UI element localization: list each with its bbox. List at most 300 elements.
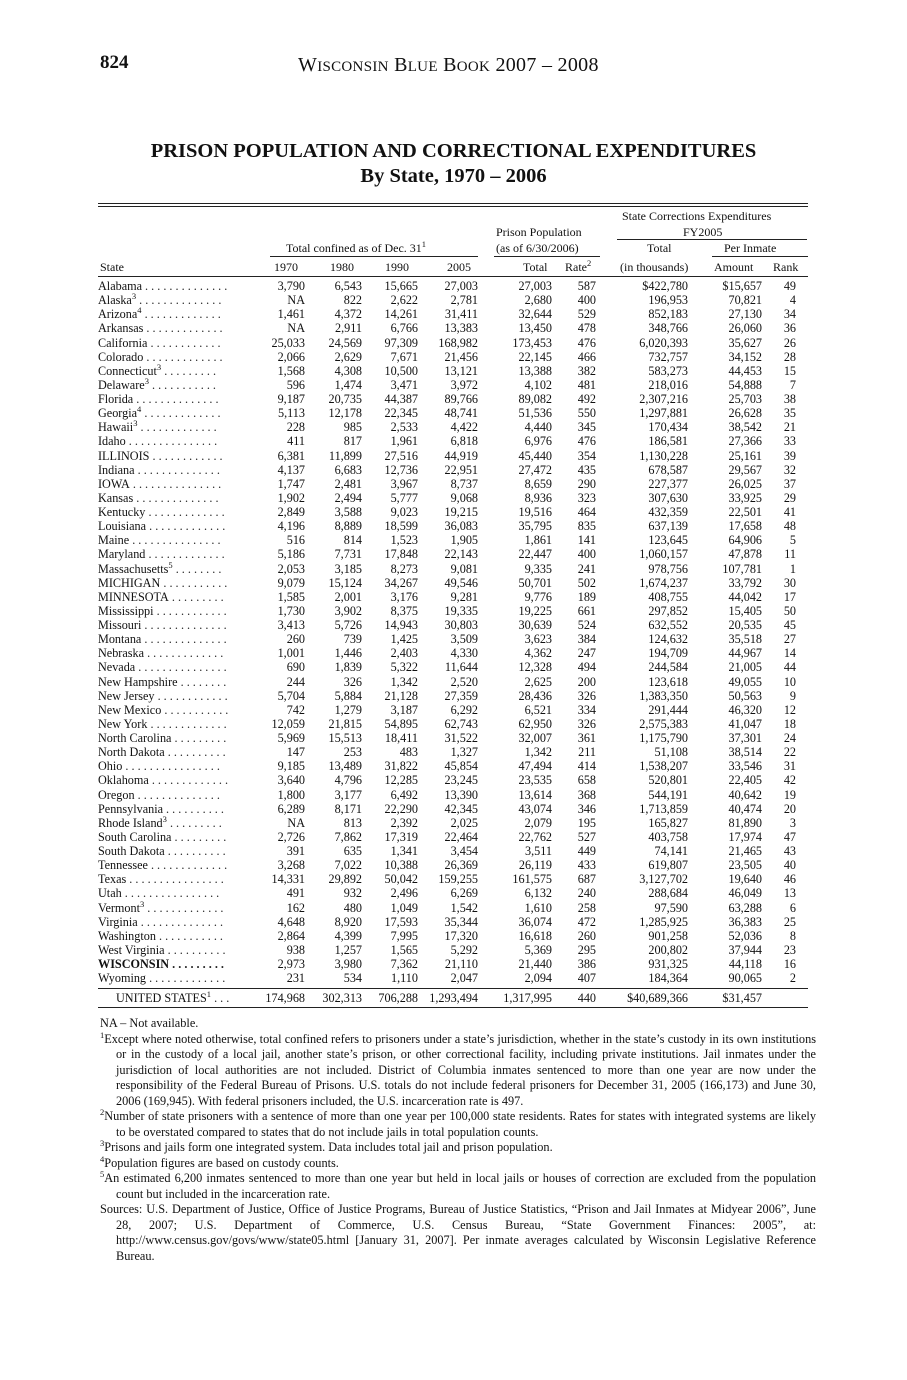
state-name: Florida xyxy=(98,392,134,406)
cell-v1980: 8,171 xyxy=(334,801,362,816)
leader-dots: . . . . . . . . . xyxy=(169,957,224,971)
cell-rank: 44 xyxy=(783,660,796,675)
cell-rank: 8 xyxy=(789,928,796,943)
cell-total: 32,007 xyxy=(518,731,552,745)
cell-rate: 240 xyxy=(577,886,596,901)
cell-rank: 34 xyxy=(783,307,796,322)
leader-dots: . . . . . . . . . . . . . xyxy=(147,716,227,731)
cell-v1990: 2,496 xyxy=(390,886,418,901)
cell-exp: $40,689,366 xyxy=(627,991,688,1005)
state-name: Texas xyxy=(98,872,127,887)
cell-rank: 40 xyxy=(783,858,796,873)
cell-rank: 28 xyxy=(783,349,796,364)
state-name: Montana xyxy=(98,632,142,647)
cell-v1970: 162 xyxy=(286,900,305,915)
cell-total: 2,094 xyxy=(524,971,552,986)
state-footnote-sup: 4 xyxy=(137,406,142,415)
cell-v1990: 34,267 xyxy=(384,575,418,590)
header-rank: Rank xyxy=(773,260,799,274)
leader-dots: . . . . . . . . . . . . . xyxy=(147,858,228,873)
header-in-thousands: (in thousands) xyxy=(620,260,689,274)
cell-exp: 218,016 xyxy=(648,377,688,392)
state-name: Missouri xyxy=(98,618,142,632)
cell-v1980: 1,257 xyxy=(334,942,362,957)
cell-total: 22,447 xyxy=(518,547,552,562)
table-row xyxy=(98,957,808,971)
cell-v1970: 5,969 xyxy=(277,731,305,745)
cell-v1980: 3,177 xyxy=(334,787,362,802)
cell-v1980: 635 xyxy=(343,844,362,858)
cell-rate: 258 xyxy=(577,900,596,915)
cell-total: 45,440 xyxy=(518,448,552,463)
cell-exp: 1,285,925 xyxy=(639,914,688,929)
cell-rate: 326 xyxy=(577,688,596,703)
note-3-sup: 3 xyxy=(100,1138,105,1148)
leader-dots: . . . . . . . . . . . xyxy=(161,702,229,717)
cell-v1970: 1,800 xyxy=(277,787,305,802)
state-name: Kansas xyxy=(98,490,134,505)
cell-total: 3,511 xyxy=(525,844,552,858)
cell-rank: 26 xyxy=(783,335,796,350)
cell-exp: 1,538,207 xyxy=(639,759,688,774)
table-row xyxy=(98,336,808,350)
state-cell xyxy=(98,872,253,886)
cell-rate: 476 xyxy=(577,434,596,449)
cell-exp: $422,780 xyxy=(642,279,688,293)
state-name: Utah xyxy=(98,886,122,901)
cell-v1980: 13,489 xyxy=(328,759,362,774)
state-name: Kentucky xyxy=(98,505,146,519)
cell-v1970: 2,726 xyxy=(277,829,305,844)
cell-exp: 288,684 xyxy=(648,886,688,901)
cell-total: 21,440 xyxy=(518,957,552,971)
cell-amount: 15,405 xyxy=(728,603,762,618)
cell-total: 19,225 xyxy=(518,603,552,618)
cell-exp: 194,709 xyxy=(648,646,688,661)
cell-v1980: 4,372 xyxy=(334,307,362,322)
leader-dots: . . . . . . . . . . . . . xyxy=(143,321,223,336)
cell-v1970: 2,066 xyxy=(277,349,305,364)
cell-exp: 632,552 xyxy=(648,618,688,632)
total-row-rule xyxy=(98,988,808,989)
cell-rate: 476 xyxy=(577,335,596,350)
table-row xyxy=(98,660,808,674)
table-row xyxy=(98,788,808,802)
cell-total: 13,450 xyxy=(518,321,552,336)
cell-v2005: 1,327 xyxy=(450,745,478,760)
state-name: Alabama xyxy=(98,279,142,293)
cell-amount: 33,925 xyxy=(728,490,762,505)
state-cell xyxy=(98,675,253,689)
cell-v1990: 17,848 xyxy=(384,547,418,562)
cell-amount: 27,366 xyxy=(728,434,762,449)
cell-amount: 25,161 xyxy=(728,448,762,463)
state-footnote-sup: 3 xyxy=(131,293,137,302)
cell-v1980: 480 xyxy=(343,900,362,915)
cell-v1970: 1,730 xyxy=(277,603,305,618)
cell-amount: 26,060 xyxy=(728,321,762,336)
cell-v2005: 5,292 xyxy=(450,942,478,957)
cell-total: 23,535 xyxy=(518,773,552,788)
cell-rank: 33 xyxy=(783,434,796,449)
cell-exp: 432,359 xyxy=(648,505,688,519)
cell-v1990: 2,622 xyxy=(390,293,418,308)
state-cell xyxy=(98,901,253,915)
cell-v1990: 17,593 xyxy=(384,914,418,929)
cell-v1990: 2,403 xyxy=(390,646,418,661)
cell-v2005: 1,293,494 xyxy=(429,991,478,1005)
cell-rank: 19 xyxy=(783,787,796,802)
cell-v1970: 596 xyxy=(286,377,305,392)
leader-dots: . . . . . . . . . . . . . . xyxy=(141,632,227,647)
cell-rank: 43 xyxy=(783,844,796,858)
cell-v1970: NA xyxy=(287,815,305,830)
cell-rank: 35 xyxy=(783,406,796,421)
state-cell xyxy=(98,491,253,505)
state-name: Alaska xyxy=(98,293,132,308)
note-5-sup: 5 xyxy=(100,1169,105,1179)
leader-dots: . . . . . . . . xyxy=(177,674,227,689)
table-body xyxy=(98,279,808,985)
cell-rank: 31 xyxy=(783,759,796,774)
header-total-confined xyxy=(286,241,426,255)
state-name: North Carolina xyxy=(98,731,172,745)
cell-exp: 297,852 xyxy=(648,603,688,618)
cell-v1990: 1,341 xyxy=(390,844,418,858)
cell-rate: 211 xyxy=(578,745,596,760)
state-name: Arkansas xyxy=(98,321,144,336)
table-row xyxy=(98,646,808,660)
state-cell xyxy=(98,802,253,816)
cell-v1980: 21,815 xyxy=(328,716,362,731)
state-name: IOWA xyxy=(98,476,130,491)
cell-amount: 21,465 xyxy=(728,844,762,858)
cell-v1990: 18,599 xyxy=(384,519,418,534)
cell-v1990: 54,895 xyxy=(384,716,418,731)
cell-v1990: 7,362 xyxy=(390,957,418,971)
cell-v1990: 1,049 xyxy=(390,900,418,915)
cell-v2005: 22,143 xyxy=(444,547,478,562)
cell-rate: 141 xyxy=(577,533,596,548)
state-name: MICHIGAN xyxy=(98,575,161,590)
state-cell xyxy=(98,745,253,759)
leader-dots: . . . . . . . . . . . . . . . . xyxy=(126,872,224,887)
cell-v1970: 1,747 xyxy=(277,476,305,491)
leader-dots: . . . . . . . . . xyxy=(171,731,227,745)
table-row xyxy=(98,293,808,307)
cell-v1990: 10,500 xyxy=(384,363,418,378)
note-5-text: An estimated 6,200 inmates sentenced to more than one year but held in local jails or houses of correction are excluded from the population count but included in the incarceration rate. xyxy=(104,1171,816,1201)
cell-total: 8,936 xyxy=(524,490,552,505)
header-rate xyxy=(565,260,591,274)
cell-amount: 34,152 xyxy=(728,349,762,364)
state-name: West Virginia xyxy=(98,942,165,957)
cell-total: 2,625 xyxy=(524,674,552,689)
cell-v2005: 1,905 xyxy=(450,533,478,548)
cell-rate: 527 xyxy=(577,829,596,844)
cell-exp: 196,953 xyxy=(648,293,688,308)
header-amount: Amount xyxy=(714,260,754,274)
cell-v2005: 21,456 xyxy=(444,349,478,364)
cell-exp: 170,434 xyxy=(648,420,688,435)
cell-v2005: 26,369 xyxy=(444,858,478,873)
header-1970: 1970 xyxy=(274,260,298,274)
table-row xyxy=(98,717,808,731)
cell-v1990: 7,671 xyxy=(390,349,418,364)
cell-v1970: 9,185 xyxy=(277,759,305,774)
cell-rank: 14 xyxy=(783,646,796,661)
cell-amount: 50,563 xyxy=(728,688,762,703)
cell-rank: 45 xyxy=(783,618,796,632)
table-row xyxy=(98,491,808,505)
cell-v1990: 50,042 xyxy=(384,872,418,887)
running-head xyxy=(298,54,599,77)
cell-v1980: 20,735 xyxy=(328,392,362,406)
cell-rate: 323 xyxy=(577,490,596,505)
cell-total: 27,472 xyxy=(518,462,552,477)
cell-v2005: 30,803 xyxy=(444,618,478,632)
cell-rate: 295 xyxy=(577,942,596,957)
cell-amount: 20,535 xyxy=(728,618,762,632)
state-cell xyxy=(98,420,253,434)
cell-v1990: 3,176 xyxy=(390,589,418,604)
cell-total: 1,861 xyxy=(524,533,552,548)
cell-v2005: 49,546 xyxy=(444,575,478,590)
table-row xyxy=(98,307,808,321)
cell-v2005: 168,982 xyxy=(438,335,478,350)
cell-v1980: 2,481 xyxy=(334,476,362,491)
cell-exp: 123,618 xyxy=(648,674,688,689)
cell-amount: 52,036 xyxy=(728,928,762,943)
cell-exp: 348,766 xyxy=(648,321,688,336)
state-name: California xyxy=(98,335,148,350)
state-footnote-sup: 1 xyxy=(206,991,212,999)
state-cell xyxy=(98,505,253,519)
leader-dots: . . . . . . . . . . . . . xyxy=(145,547,225,562)
table-row xyxy=(98,590,808,604)
cell-rate: 400 xyxy=(577,293,596,308)
cell-rate: 326 xyxy=(577,716,596,731)
table-row xyxy=(98,886,808,900)
cell-rank: 5 xyxy=(789,533,796,548)
state-name: Massachusetts xyxy=(98,561,169,576)
state-cell xyxy=(98,378,253,392)
state-name: Washington xyxy=(98,928,156,943)
table-row xyxy=(98,675,808,689)
leader-dots: . . . . . . . . . . . . . . . . xyxy=(122,759,220,774)
cell-v2005: 27,359 xyxy=(444,688,478,703)
note-5 xyxy=(100,1171,816,1202)
cell-v1970: 244 xyxy=(286,674,305,689)
state-name: Oregon xyxy=(98,787,135,802)
cell-v1970: 1,461 xyxy=(277,307,305,322)
cell-v1970: 260 xyxy=(286,632,305,647)
cell-rank: 29 xyxy=(783,490,796,505)
leader-dots: . . . . . . . . . . . . . . xyxy=(137,914,223,929)
table-row xyxy=(98,562,808,576)
state-name: Colorado xyxy=(98,349,144,364)
cell-amount: 17,658 xyxy=(728,519,762,534)
leader-dots: . . . . . . . . . . . . . xyxy=(143,349,223,364)
state-cell xyxy=(98,632,253,646)
cell-exp: 186,581 xyxy=(648,434,688,449)
cell-v1970: 147 xyxy=(286,745,305,760)
leader-dots: . . . . . . . . . . . . . xyxy=(148,773,228,788)
table-row xyxy=(98,618,808,632)
state-name: Nevada xyxy=(98,660,136,675)
cell-rate: 260 xyxy=(577,928,596,943)
cell-rate: 658 xyxy=(577,773,596,788)
cell-total: 1,342 xyxy=(524,745,552,760)
cell-total: 4,362 xyxy=(524,646,552,661)
note-4 xyxy=(100,1153,816,1172)
state-cell xyxy=(98,660,253,674)
cell-v1970: 12,059 xyxy=(271,716,305,731)
cell-rank: 4 xyxy=(789,293,796,308)
cell-v1990: 3,967 xyxy=(390,476,418,491)
page-title: PRISON POPULATION AND CORRECTIONAL EXPENDITURES xyxy=(150,140,757,162)
leader-dots: . . . . . . . . . xyxy=(166,815,222,830)
cell-total: 32,644 xyxy=(518,307,552,322)
state-name: Connecticut xyxy=(98,363,157,378)
state-footnote-sup: 5 xyxy=(168,561,173,570)
state-name: New Hampshire xyxy=(98,674,178,689)
header-prison-population: Prison Population xyxy=(496,225,582,239)
cell-amount: 22,405 xyxy=(728,773,762,788)
cell-v1980: 326 xyxy=(343,674,362,689)
cell-exp: 2,307,216 xyxy=(639,392,688,406)
state-cell xyxy=(98,434,253,448)
header-rule-prison xyxy=(494,256,600,257)
cell-v1990: 1,342 xyxy=(390,674,418,689)
cell-rank: 10 xyxy=(783,674,796,689)
cell-total: 27,003 xyxy=(518,279,552,293)
cell-v2005: 22,464 xyxy=(444,829,478,844)
cell-v1990: 22,290 xyxy=(384,801,418,816)
table-row xyxy=(98,816,808,830)
leader-dots: . . . . . . . . . . xyxy=(163,801,224,816)
cell-rate: 550 xyxy=(577,406,596,421)
state-footnote-sup: 4 xyxy=(137,307,142,316)
table-row xyxy=(98,279,808,293)
cell-v1980: 15,124 xyxy=(328,575,362,590)
cell-v2005: 35,344 xyxy=(444,914,478,929)
cell-rank: 1 xyxy=(789,561,796,576)
cell-v1970: 1,001 xyxy=(277,646,305,661)
table-row xyxy=(98,434,808,448)
state-name: Ohio xyxy=(98,759,123,774)
header-1980: 1980 xyxy=(330,260,354,274)
cell-total: 5,369 xyxy=(524,942,552,957)
header-total-confined-text: Total confined as of Dec. 31 xyxy=(286,241,422,255)
cell-v1980: 932 xyxy=(343,886,362,901)
cell-v1990: 27,516 xyxy=(384,448,418,463)
state-name: Maryland xyxy=(98,547,146,562)
header-rule-confined xyxy=(270,256,478,257)
leader-dots: . . . . . . . . . . . . xyxy=(149,448,223,463)
cell-amount: 37,944 xyxy=(728,942,762,957)
cell-total: 4,102 xyxy=(524,377,552,392)
cell-total: 12,328 xyxy=(518,660,552,675)
cell-rank: 16 xyxy=(783,957,796,971)
cell-total: 2,680 xyxy=(524,293,552,308)
leader-dots: . . . . . . . . . . . . . . xyxy=(133,490,219,505)
cell-v2005: 6,269 xyxy=(450,886,478,901)
cell-total: 1,317,995 xyxy=(503,991,552,1005)
cell-v1970: 5,113 xyxy=(278,406,305,421)
state-cell xyxy=(98,886,253,900)
cell-v1990: 22,345 xyxy=(384,406,418,421)
cell-v1970: 228 xyxy=(286,420,305,435)
leader-dots: . . . . . . . . . . . . . xyxy=(144,646,224,661)
table-row xyxy=(98,901,808,915)
note-4-sup: 4 xyxy=(100,1153,105,1164)
cell-total: 1,610 xyxy=(524,900,552,915)
cell-v1990: 5,322 xyxy=(390,660,418,675)
state-cell xyxy=(98,816,253,830)
cell-v1970: 5,704 xyxy=(277,688,305,703)
note-3-text: Prisons and jails form one integrated system. Data includes total jail and prison population. xyxy=(104,1140,553,1154)
state-cell xyxy=(98,618,253,632)
cell-exp: 6,020,393 xyxy=(639,335,688,350)
header-rule-expenditures xyxy=(617,239,807,240)
cell-exp: 1,130,228 xyxy=(639,448,688,463)
state-cell xyxy=(98,307,253,321)
cell-v1970: 6,381 xyxy=(277,448,305,463)
cell-rate: 247 xyxy=(577,646,596,661)
cell-amount: 21,005 xyxy=(728,660,762,675)
cell-v1980: 7,731 xyxy=(334,547,362,562)
state-cell xyxy=(98,519,253,533)
cell-v1980: 15,513 xyxy=(328,731,362,745)
cell-v2005: 6,292 xyxy=(450,702,478,717)
cell-v1980: 2,911 xyxy=(335,321,362,336)
cell-v1980: 739 xyxy=(343,632,362,647)
cell-rate: 386 xyxy=(577,957,596,971)
cell-rate: 241 xyxy=(577,561,596,576)
cell-exp: 1,383,350 xyxy=(639,688,688,703)
cell-total: 51,536 xyxy=(518,406,552,421)
header-rate-sup: 2 xyxy=(587,258,592,268)
state-cell xyxy=(98,463,253,477)
note-2-sup: 2 xyxy=(100,1107,105,1117)
cell-v1970: 742 xyxy=(286,702,305,717)
state-cell xyxy=(98,604,253,618)
header-total: Total xyxy=(523,260,548,274)
cell-rank: 20 xyxy=(783,801,796,816)
cell-v1970: 2,849 xyxy=(277,505,305,519)
cell-amount: 44,118 xyxy=(728,957,762,971)
cell-v1980: 6,543 xyxy=(334,279,362,293)
cell-v2005: 23,245 xyxy=(444,773,478,788)
header-as-of: (as of 6/30/2006) xyxy=(496,241,579,255)
cell-v2005: 22,951 xyxy=(444,462,478,477)
cell-rate: 384 xyxy=(577,632,596,647)
cell-v1990: 1,565 xyxy=(390,942,418,957)
cell-v2005: 9,068 xyxy=(450,490,478,505)
table-row xyxy=(98,449,808,463)
cell-v1980: 817 xyxy=(343,434,362,449)
leader-dots: . . . . . . . . . . . . . . xyxy=(134,462,220,477)
cell-amount: 70,821 xyxy=(728,293,762,308)
cell-v1990: 14,943 xyxy=(384,618,418,632)
table-row xyxy=(98,519,808,533)
note-sources: Sources: U.S. Department of Justice, Office of Justice Programs, Bureau of Justice Statistics, “Prison and Jail Inmates at Midyear 2006”, June 28, 2007; U.S. Department of Commerce, U.S. Census Bureau, “State Government Finances: 2005”, at: http://www.census.gov/govs/www/state05.html [January 31, 2007]. Per inmate averages calculated by Wisconsin Legislative Reference Bureau. xyxy=(100,1202,816,1263)
cell-rank: 41 xyxy=(783,505,796,519)
note-3 xyxy=(100,1140,816,1156)
header-rule-per-inmate xyxy=(712,256,808,257)
cell-exp: 852,183 xyxy=(648,307,688,322)
